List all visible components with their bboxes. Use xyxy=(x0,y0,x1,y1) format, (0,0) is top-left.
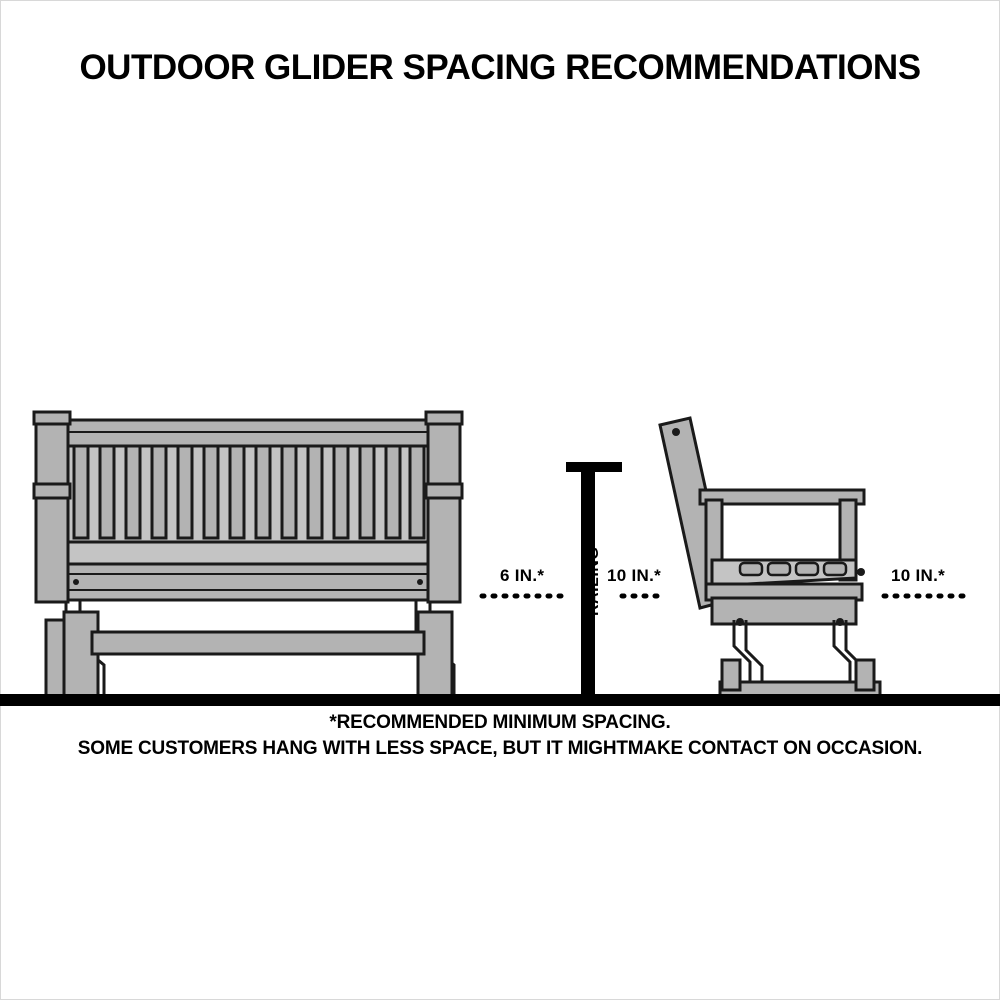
glider-bench-side-view xyxy=(660,418,880,696)
footnote-line-1: *RECOMMENDED MINIMUM SPACING. xyxy=(329,712,671,733)
dimension-label-right-gap: 10 IN.* xyxy=(891,566,946,585)
footnote-line-2: SOME CUSTOMERS HANG WITH LESS SPACE, BUT IT MIGHTMAKE CONTACT ON OCCASION. xyxy=(77,738,923,759)
railing-label: RAILING xyxy=(585,546,602,616)
page-title: OUTDOOR GLIDER SPACING RECOMMENDATIONS xyxy=(79,48,921,87)
glider-bench-front-view xyxy=(34,412,462,696)
ground-line xyxy=(0,694,1000,706)
dimension-label-railing-to-glider: 10 IN.* xyxy=(607,566,662,585)
dimension-label-left-gap: 6 IN.* xyxy=(500,566,545,585)
